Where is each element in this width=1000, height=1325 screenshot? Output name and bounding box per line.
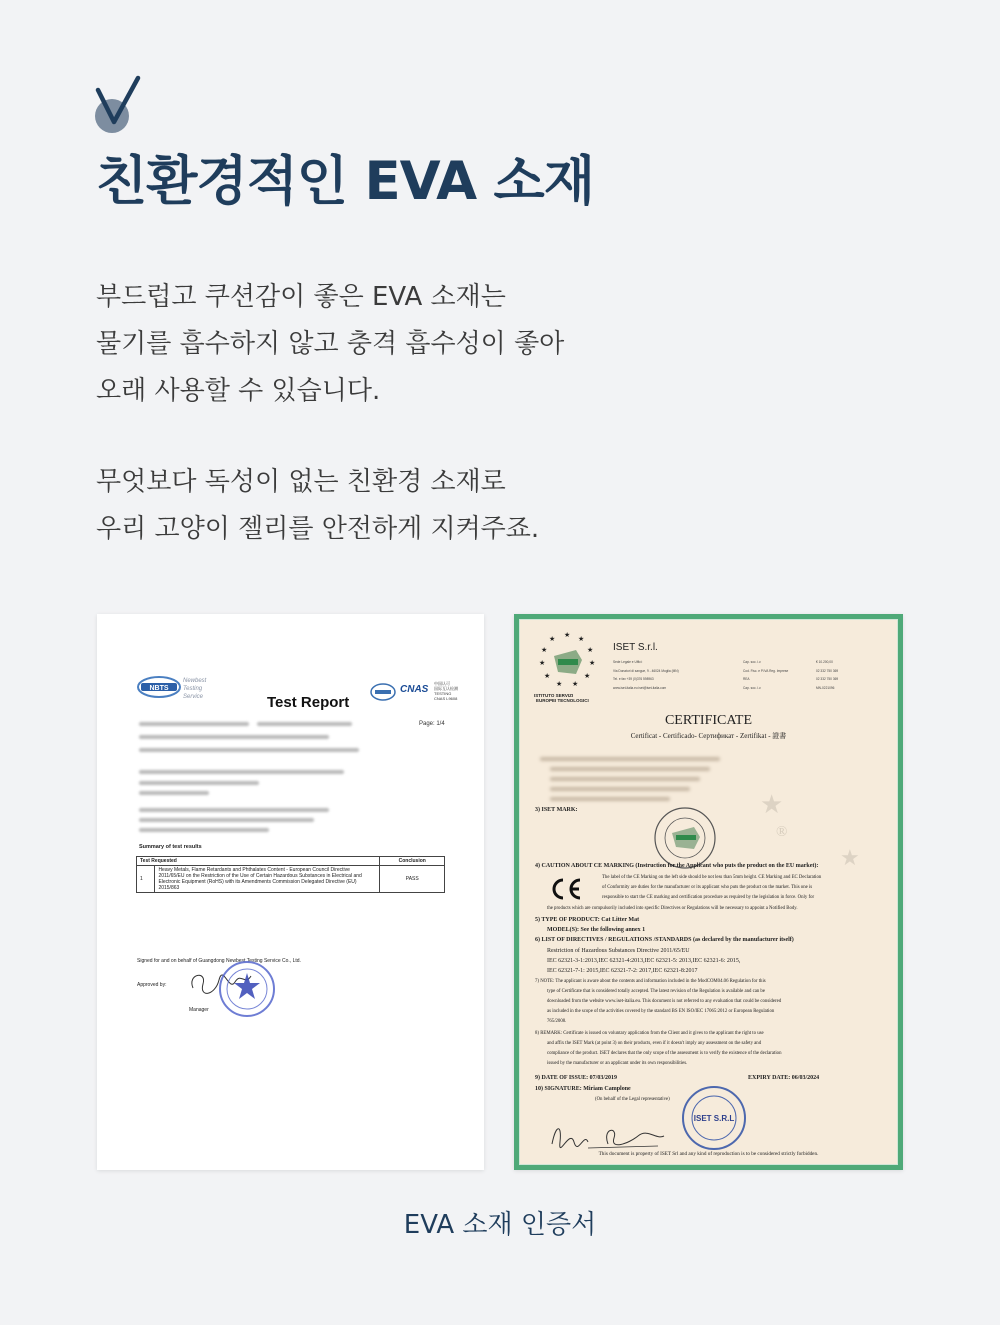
iset-emblem-icon — [536, 630, 598, 692]
directive-item: IEC 62321-7-1: 2015,IEC 62321-7-2: 2017,IEC 62321-8:2017 — [547, 968, 698, 974]
certificate-document — [514, 614, 903, 1170]
caution-line: 4) CAUTION ABOUT CE MARKING (Instruction for the Applicant who puts the product on the EU market): — [535, 863, 819, 869]
intro-line: 무엇보다 독성이 없는 친환경 소재로 — [96, 467, 506, 497]
emblem-text: EUROPEI TECNOLOGICI — [536, 698, 589, 703]
svg-text:★: ★ — [564, 631, 571, 639]
svg-text:★: ★ — [578, 635, 585, 643]
date-of-issue: 9) DATE OF ISSUE: 07/03/2019 — [535, 1075, 618, 1081]
certificate-subtitle: Certificat - Certificado- Сертификат - Zertifikat - 證書 — [630, 732, 787, 740]
note-line: downloaded from the website www.iset-italia.eu. This document is not referred to any evaluation that could be considered — [547, 999, 782, 1004]
table-row — [137, 866, 445, 893]
directive-item: Restriction of Hazardous Substances Directive 2011/65/EU — [547, 948, 690, 954]
signed-for-text: Signed for and on behalf of Guangdong Newbest Testing Service Co., Ltd. — [137, 958, 301, 964]
ce-text-line: the products which are compulsorily included into specific Directives or Regulations will be necessary to appoint a Notified Body. — [547, 906, 798, 911]
intro-line: 우리 고양이 젤리를 안전하게 지켜주죠. — [96, 514, 540, 544]
note-line: as included in the scope of the activities covered by the standard BS EN ISO/IEC 17065:2012 or European Regulation — [547, 1009, 775, 1014]
emblem-text: ISTITUTO SERVIZI — [534, 693, 574, 698]
intro-line: 부드럽고 쿠션감이 좋은 EVA 소재는 — [96, 282, 506, 312]
table-cell: PASS — [380, 866, 445, 893]
ilac-mra-icon — [369, 682, 397, 702]
svg-text:★: ★ — [589, 659, 596, 667]
company-name: ISET S.r.l. — [613, 642, 658, 653]
nbts-logo-icon — [137, 676, 181, 698]
blurred-text — [550, 797, 670, 801]
note-line: 7) NOTE: The applicant is aware about the contents and information included in the ModCOM04.06 Regulation for this — [535, 979, 766, 984]
seal-stamp-icon — [217, 959, 277, 1019]
blurred-text — [139, 748, 359, 752]
blurred-text — [139, 722, 249, 726]
test-results-table — [136, 856, 445, 893]
blurred-text — [139, 828, 269, 832]
blurred-text — [139, 808, 329, 812]
certificate-caption: EVA 소재 인증서 — [403, 1210, 597, 1240]
type-of-product: 5) TYPE OF PRODUCT: Cat Litter Mat — [535, 917, 640, 923]
ce-mark-icon — [547, 876, 583, 902]
intro-paragraph-2 — [96, 459, 539, 553]
approved-by-label: Approved by: — [137, 982, 167, 988]
signature-label: 10) SIGNATURE: Miriam Camplone — [535, 1086, 631, 1092]
directive-item: IEC 62321-3-1:2013,IEC 62321-4:2013,IEC 62321-5: 2013,IEC 62321-6: 2015, — [547, 958, 741, 964]
svg-text:★: ★ — [539, 659, 546, 667]
ce-text-line: The label of the CE Marking on the left side should be not less than 5mm height. CE Marking and EC Declaration — [602, 875, 822, 880]
report-title: Test Report — [267, 694, 350, 711]
certificate-paper — [519, 619, 898, 1165]
certificate-footer: This document is property of ISET Srl and any kind of reproduction is to be considered strictly forbidden. — [598, 1151, 819, 1157]
company-info: Sede Legale e Uffici: Via Donatori di sangue, 9 - 46024 Moglia (MN) Tel. e fax +39 (0)376 598963 www.iset-italia.eu iset@iset-italia.com — [613, 660, 679, 690]
registered-mark-icon: ® — [776, 824, 788, 840]
nbts-subtitle: Newbest Testing Service — [183, 678, 207, 700]
blurred-text — [550, 777, 700, 781]
signature-icon — [548, 1118, 668, 1154]
table-cell: Heavy Metals, Flame Retardants and Phthalates Content - European Council Directive 2011/65/EU on the Restriction of the Use of Certain Hazardous Substances in Electrical and Electronic Equipment (RoHS) with its Amendments Commission Delegated Directive (EU) 2015/863 — [155, 866, 380, 893]
table-cell: 1 — [137, 866, 155, 893]
directives-line: 6) LIST OF DIRECTIVES / REGULATIONS /STANDARDS (as declared by the manufacturer itself) — [535, 937, 794, 943]
svg-text:★: ★ — [556, 680, 563, 688]
table-header: Conclusion — [380, 857, 445, 866]
blurred-text — [139, 781, 259, 785]
svg-text:★: ★ — [544, 672, 551, 680]
svg-text:★: ★ — [541, 646, 548, 654]
intro-line: 물기를 흡수하지 않고 충격 흡수성이 좋아 — [96, 329, 565, 359]
page-title: 친환경적인 EVA 소재 — [96, 151, 594, 212]
blurred-text — [550, 787, 690, 791]
blurred-text — [139, 791, 209, 795]
star-icon: ★ — [840, 845, 860, 870]
behalf-label: (On behalf of the Legal representative) — [595, 1097, 670, 1102]
remark-line: 8) REMARK: Certificate is issued on voluntary application from the Client and it gives to the applicant the right to use — [535, 1031, 764, 1036]
page-number: Page: 1/4 — [419, 721, 445, 727]
stamp-text: ISET S.R.L — [693, 1114, 735, 1123]
note-line: 765/2008. — [547, 1019, 567, 1024]
intro-line: 오래 사용할 수 있습니다. — [96, 376, 381, 406]
remark-line: issued by the manufacturer or an applicant under its own responsibilities. — [547, 1061, 688, 1066]
nbts-logo-text: NBTS — [149, 685, 169, 692]
star-icon: ★ — [760, 790, 784, 819]
remark-line: compliance of the product. ISET declares that the only scope of the assessment is to verify the existence of the declaration — [547, 1051, 782, 1056]
intro-paragraph-1 — [96, 274, 564, 415]
remark-line: and affix the ISET Mark (at point 3) on their products, even if it doesn't imply any assessment on the safety and — [547, 1041, 762, 1046]
cnas-logo: CNAS — [400, 684, 429, 695]
summary-label: Summary of test results — [139, 844, 202, 850]
check-icon — [92, 74, 144, 136]
company-info: € 10.200,00 02 332 750 369 02 332 750 369 MN-0221096 — [816, 660, 839, 690]
table-header: Test Requested — [137, 857, 380, 866]
blurred-text — [139, 735, 329, 739]
svg-text:★: ★ — [572, 680, 579, 688]
ce-text-line: responsible to start the CE marking and certification procedure as required by the legislation in force. Only for — [602, 895, 815, 900]
company-info: Cap. soc. i.v. Cod. Fisc. e P.IVA Reg. Imprese REA Cap. soc. i.v. — [743, 660, 789, 690]
blurred-text — [550, 767, 710, 771]
test-report-document — [97, 614, 484, 1170]
iset-mark-label: 3) ISET MARK: — [535, 807, 578, 813]
certificate-title: CERTIFICATE — [664, 713, 753, 728]
cnas-tag: 中国认可 国际互认检测 TESTING CNAS L9608 — [434, 681, 458, 701]
blurred-text — [257, 722, 352, 726]
note-line: type of Certificate that is considered totally accepted. The latest revision of the Regulation is available and can be — [547, 989, 765, 994]
blurred-text — [139, 770, 344, 774]
iset-stamp-icon — [680, 1084, 748, 1152]
svg-text:★: ★ — [584, 672, 591, 680]
svg-text:★: ★ — [587, 646, 594, 654]
models-line: MODEL(S): See the following annex 1 — [547, 927, 646, 933]
svg-text:★: ★ — [549, 635, 556, 643]
blurred-text — [540, 757, 720, 761]
ce-text-line: of Conformity are duties for the manufacturer or its applicant who puts the product on the market. This one is — [602, 885, 813, 890]
signer-role: Manager — [189, 1007, 209, 1013]
expiry-date: EXPIRY DATE: 06/03/2024 — [748, 1075, 820, 1081]
blurred-text — [139, 818, 314, 822]
